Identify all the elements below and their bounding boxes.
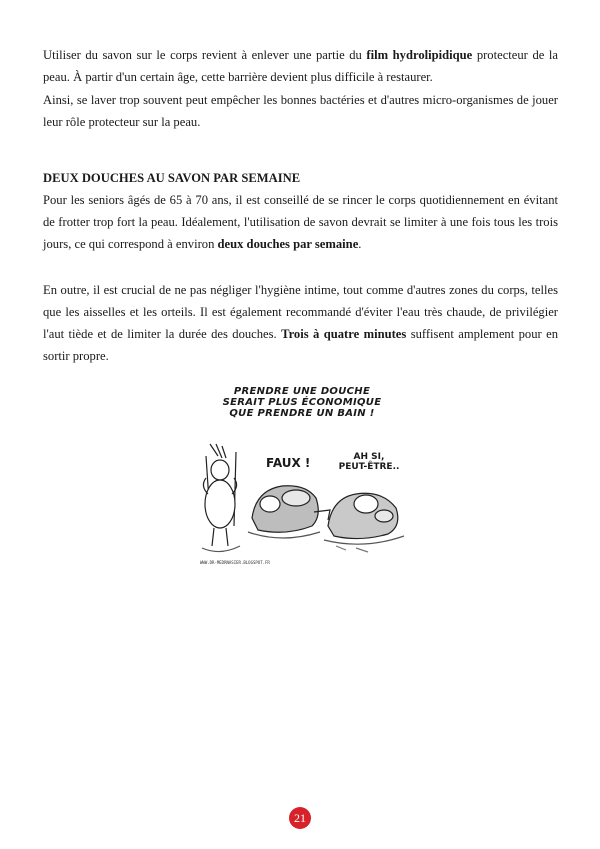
paragraph-hygiene-intime <box>43 279 558 367</box>
paragraph-text: En outre, il est crucial de ne pas négliger l'hygiène intime, tout comme d'autres zones du corps, telles que les aisselles et les orteils. Il est également recommandé d'éviter l'eau très chaude, de privilégier l'aut tiède et de limiter la durée des douches. <box>43 283 558 341</box>
section-heading: DEUX DOUCHES AU SAVON PAR SEMAINE <box>43 171 301 185</box>
caption-line: QUE PRENDRE UN BAIN ! <box>229 408 375 419</box>
page-number-badge: 21 <box>289 807 311 829</box>
speech-bubble-ah-si <box>334 452 404 472</box>
bold-text: deux douches par semaine <box>217 237 359 251</box>
paragraph-text: protecteur de la peau. À partir d'un certain âge, cette barrière devient plus difficile à restaurer. <box>43 48 558 84</box>
bubble-line: AH SI, <box>353 452 385 462</box>
caption-line: SERAIT PLUS ÉCONOMIQUE <box>222 397 382 408</box>
paragraph-text: suffisent amplement pour en sortir propre. <box>43 327 558 363</box>
paragraph-film-hydrolipidique <box>43 44 558 88</box>
caption-line: PRENDRE UNE DOUCHE <box>233 386 371 397</box>
shower-cartoon <box>196 386 408 574</box>
bathing-woman <box>324 493 404 552</box>
paragraph-text: Pour les seniors âgés de 65 à 70 ans, il est conseillé de se rincer le corps quotidiennement en évitant de frotter trop fort la peau. Idéalement, l'utilisation de savon devrait se limiter à une fois tous les trois jours, ce qui correspond à environ <box>43 193 558 251</box>
bold-text: Trois à quatre minutes <box>281 327 407 341</box>
bubble-line: PEUT-ÊTRE.. <box>338 462 400 472</box>
showering-man <box>202 444 240 552</box>
bathing-man <box>248 486 330 538</box>
paragraph-seniors <box>43 189 558 255</box>
paragraph-text: Utiliser du savon sur le corps revient à enlever une partie du <box>43 48 367 62</box>
bold-text: film hydrolipidique <box>366 48 473 62</box>
cartoon-url: WWW.DR-MEDRNASIER.BLOGSPOT.FR <box>200 560 270 565</box>
paragraph-text: . <box>358 237 362 251</box>
speech-bubble-faux: FAUX ! <box>266 456 311 470</box>
paragraph-bacteries: Ainsi, se laver trop souvent peut empêcher les bonnes bactéries et d'autres micro-organismes de jouer leur rôle protecteur sur la peau. <box>43 93 558 129</box>
cartoon-caption <box>196 386 408 419</box>
